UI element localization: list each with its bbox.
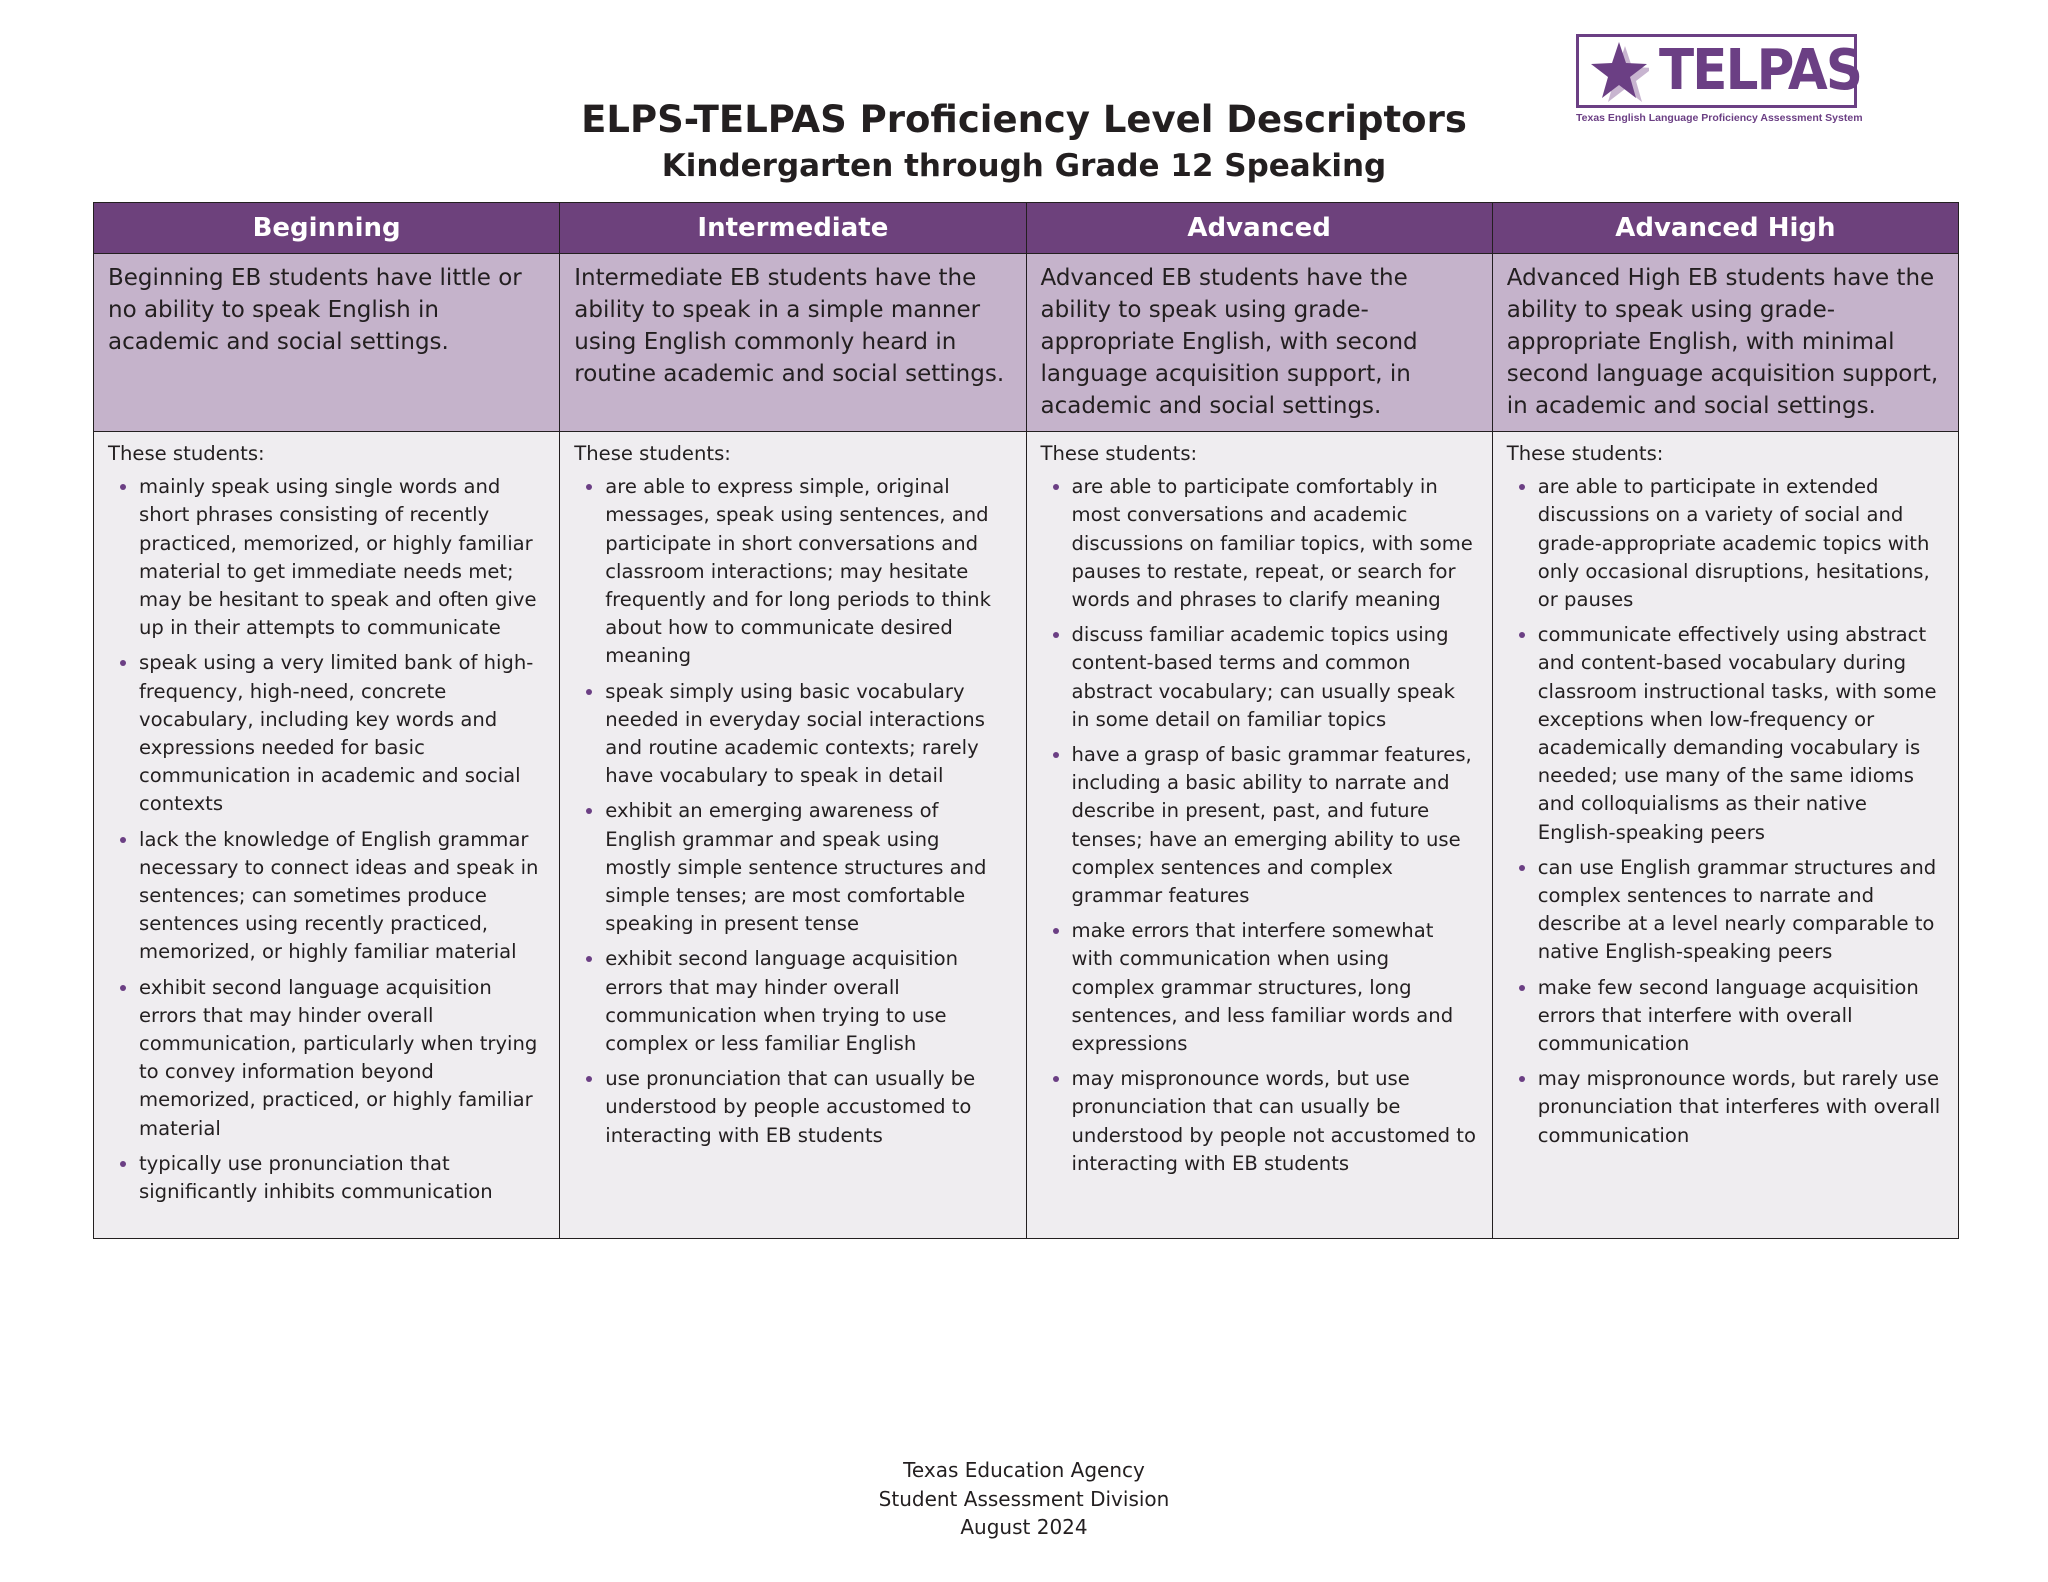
bullet-icon xyxy=(1519,865,1525,871)
bullet-icon xyxy=(586,484,592,490)
footer-division: Student Assessment Division xyxy=(878,1486,1170,1511)
descriptor-text: exhibit second language acquisition errors that may hinder overall communication, particularly when trying to convey information beyond memorized, practiced, or highly familiar material xyxy=(139,975,538,1140)
summary-advanced-high: Advanced High EB students have the ability to speak using grade-appropriate English, with minimal second language acquisition support, in academic and social settings. xyxy=(1492,254,1958,432)
star-icon xyxy=(1583,38,1649,104)
descriptor-text: make few second language acquisition errors that interfere with overall communication xyxy=(1537,975,1919,1056)
list-item xyxy=(1041,741,1478,910)
list-item xyxy=(1507,621,1944,847)
list-item xyxy=(574,1065,1011,1150)
logo-wordmark: TELPAS xyxy=(1659,38,1862,103)
bullet-icon xyxy=(586,808,592,814)
detail-beginning xyxy=(94,432,560,1239)
summary-beginning: Beginning EB students have little or no ability to speak English in academic and social settings. xyxy=(94,254,560,432)
descriptor-list xyxy=(108,473,545,1206)
footer-agency: Texas Education Agency xyxy=(903,1458,1145,1482)
descriptor-text: have a grasp of basic grammar features, including a basic ability to narrate and describe in present, past, and future tenses; have an emerging ability to use complex sentences and complex grammar features xyxy=(1071,743,1472,908)
list-item xyxy=(574,945,1011,1058)
list-item xyxy=(574,797,1011,938)
summary-intermediate: Intermediate EB students have the ability to speak in a simple manner using English commonly heard in routine academic and social settings. xyxy=(560,254,1026,432)
descriptor-list xyxy=(574,473,1011,1150)
header-row xyxy=(94,203,1959,254)
bullet-icon xyxy=(1053,632,1059,638)
descriptor-text: are able to participate in extended discussions on a variety of social and grade-appropriate academic topics with only occasional disruptions, hesitations, or pauses xyxy=(1537,475,1930,612)
bullet-icon xyxy=(1519,1076,1525,1082)
list-item xyxy=(1507,473,1944,614)
detail-advanced xyxy=(1026,432,1492,1239)
bullet-icon xyxy=(120,837,126,843)
list-item xyxy=(1507,1065,1944,1150)
detail-row xyxy=(94,432,1959,1239)
descriptor-text: exhibit second language acquisition errors that may hinder overall communication when trying to use complex or less familiar English xyxy=(605,947,959,1056)
list-item xyxy=(1041,621,1478,734)
bullet-icon xyxy=(586,689,592,695)
descriptor-text: exhibit an emerging awareness of English grammar and speak using mostly simple sentence structures and simple tenses; are most comfortable speaking in present tense xyxy=(605,799,987,936)
proficiency-table xyxy=(93,202,1959,1239)
list-item xyxy=(574,678,1011,791)
descriptor-list xyxy=(1507,473,1944,1150)
descriptor-text: are able to express simple, original messages, speak using sentences, and participate in short conversations and classroom interactions; may hesitate frequently and for long periods to think about how to communicate desired meaning xyxy=(605,475,991,668)
descriptor-text: lack the knowledge of English grammar necessary to connect ideas and speak in sentences; can sometimes produce sentences using recently practiced, memorized, or highly familiar material xyxy=(139,827,539,964)
bullet-icon xyxy=(120,985,126,991)
detail-advanced-high xyxy=(1492,432,1958,1239)
detail-intro: These students: xyxy=(1040,442,1198,465)
bullet-icon xyxy=(586,1076,592,1082)
bullet-icon xyxy=(120,660,126,666)
descriptor-text: use pronunciation that can usually be understood by people accustomed to interacting with EB students xyxy=(605,1067,976,1147)
bullet-icon xyxy=(1053,484,1059,490)
list-item xyxy=(1507,974,1944,1059)
summary-row xyxy=(94,254,1959,432)
descriptor-text: make errors that interfere somewhat with communication when using complex grammar structures, long sentences, and less familiar words and expressions xyxy=(1071,919,1454,1056)
descriptor-text: speak using a very limited bank of high-frequency, high-need, concrete vocabulary, including key words and expressions needed for basic communication in academic and social contexts xyxy=(139,651,534,816)
list-item xyxy=(108,1150,545,1206)
list-item xyxy=(108,649,545,818)
detail-intermediate xyxy=(560,432,1026,1239)
list-item xyxy=(108,974,545,1143)
descriptor-text: communicate effectively using abstract and content-based vocabulary during classroom instructional tasks, with some exceptions when low-frequency or academically demanding vocabulary is needed; use many of the same idioms and colloquialisms as their native English-speaking peers xyxy=(1537,623,1937,844)
column-heading-advanced: Advanced xyxy=(1026,203,1492,254)
page-title: ELPS-TELPAS Proficiency Level Descriptors xyxy=(581,98,1467,141)
detail-intro: These students: xyxy=(1506,442,1664,465)
descriptor-list xyxy=(1041,473,1478,1178)
bullet-icon xyxy=(1519,632,1525,638)
list-item xyxy=(1041,917,1478,1058)
list-item xyxy=(1041,1065,1478,1178)
descriptor-text: are able to participate comfortably in most conversations and academic discussions on familiar topics, with some pauses to restate, repeat, or search for words and phrases to clarify meaning xyxy=(1071,475,1473,612)
page-subtitle: Kindergarten through Grade 12 Speaking xyxy=(661,148,1387,184)
bullet-icon xyxy=(1053,928,1059,934)
descriptor-text: typically use pronunciation that significantly inhibits communication xyxy=(139,1151,493,1204)
detail-intro: These students: xyxy=(574,442,731,465)
summary-advanced: Advanced EB students have the ability to speak using grade-appropriate English, with second language acquisition support, in academic and social settings. xyxy=(1026,254,1492,432)
descriptor-text: speak simply using basic vocabulary needed in everyday social interactions and routine academic contexts; rarely have vocabulary to speak in detail xyxy=(605,679,985,788)
bullet-icon xyxy=(586,956,592,962)
column-heading-advanced-high: Advanced High xyxy=(1492,203,1958,254)
list-item xyxy=(1041,473,1478,614)
bullet-icon xyxy=(1053,752,1059,758)
column-heading-beginning: Beginning xyxy=(94,203,560,254)
descriptor-text: discuss familiar academic topics using content-based terms and common abstract vocabulary; can usually speak in some detail on familiar topics xyxy=(1071,623,1455,731)
descriptor-text: can use English grammar structures and complex sentences to narrate and describe at a level nearly comparable to native English-speaking peers xyxy=(1537,855,1937,964)
list-item xyxy=(108,473,545,642)
list-item xyxy=(574,473,1011,670)
bullet-icon xyxy=(1519,985,1525,991)
column-heading-intermediate: Intermediate xyxy=(560,203,1026,254)
descriptor-text: may mispronounce words, but use pronunciation that can usually be understood by people not accustomed to interacting with EB students xyxy=(1071,1067,1476,1175)
descriptor-text: may mispronounce words, but rarely use pronunciation that interferes with overall communication xyxy=(1537,1067,1941,1147)
bullet-icon xyxy=(120,1161,126,1167)
footer-date: August 2024 xyxy=(960,1515,1088,1539)
descriptor-text: mainly speak using single words and short phrases consisting of recently practiced, memorized, or highly familiar material to get immediate needs met; may be hesitant to speak and often give up in their attempts to communicate xyxy=(139,475,537,640)
bullet-icon xyxy=(120,484,126,490)
detail-intro: These students: xyxy=(108,442,265,465)
list-item xyxy=(108,826,545,967)
bullet-icon xyxy=(1053,1076,1059,1082)
page-footer xyxy=(0,1456,2048,1542)
bullet-icon xyxy=(1519,484,1525,490)
logo-tagline: Texas English Language Proficiency Assessment System xyxy=(1576,112,1863,124)
list-item xyxy=(1507,854,1944,967)
